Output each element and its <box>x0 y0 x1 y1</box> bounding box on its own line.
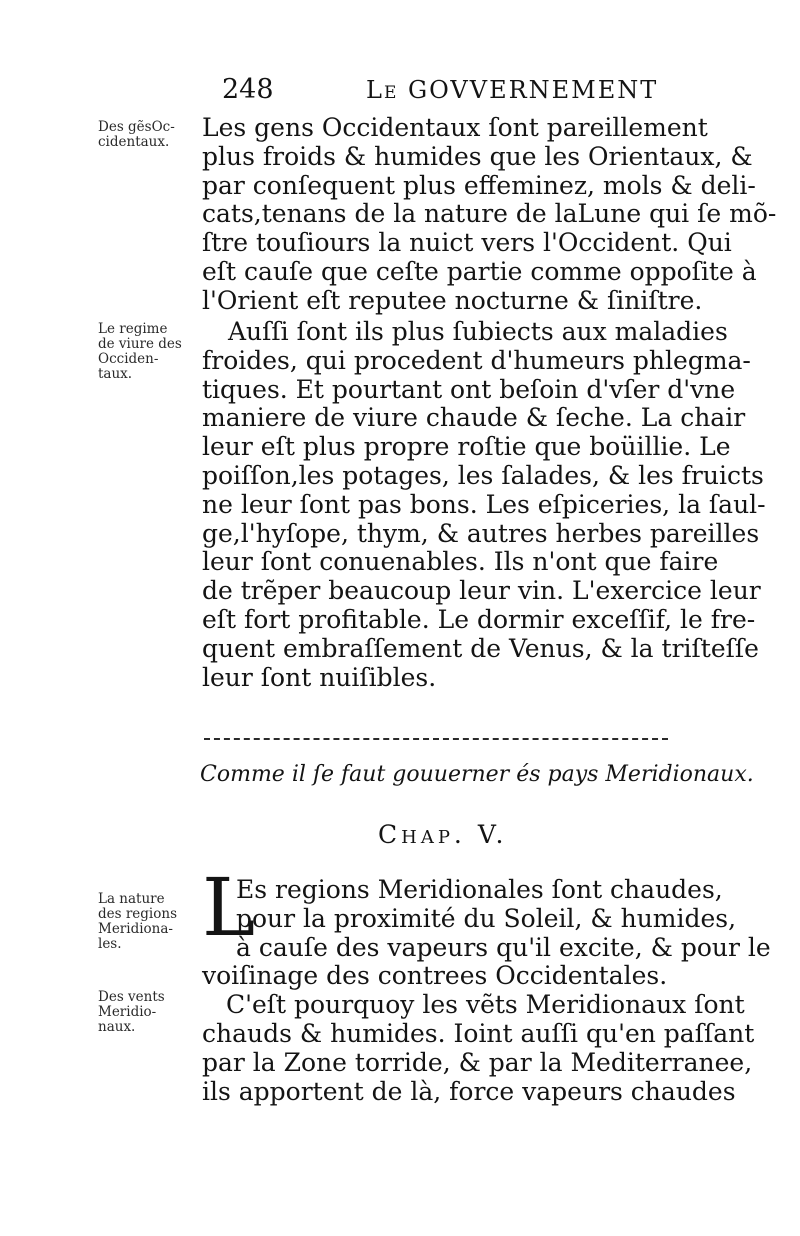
margin-note-nature-regions <box>98 892 206 952</box>
text-line: Auſſi ſont ils plus ſubiects aux maladies <box>228 317 728 346</box>
text-line: pour la proximité du Soleil, & humides, <box>236 903 737 933</box>
section-heading: Comme il ſe faut gouuerner és pays Meridionaux. <box>200 762 754 787</box>
text-line: ſtre touſiours la nuict vers l'Occident. Qui <box>202 228 732 258</box>
margin-note-line: Le regime <box>98 321 168 337</box>
text-line: Es regions Meridionales ſont chaudes, <box>236 875 723 904</box>
margin-note-line: de viure des <box>98 336 182 352</box>
text-line: l'Orient eſt reputee nocturne & ſiniſtre. <box>202 285 703 315</box>
text-line: leur ſont nuiſibles. <box>202 662 437 692</box>
text-line: voiſinage des contrees Occidentales. <box>202 961 668 991</box>
text-line: Les gens Occidentaux ſont pareillement <box>202 113 708 142</box>
margin-note-line: naux. <box>98 1019 136 1035</box>
margin-note-vents <box>98 990 206 1035</box>
text-line: par conſequent plus effeminez, mols & deli- <box>202 170 756 200</box>
margin-note-line: Des gẽsOc- <box>98 119 175 135</box>
text-line: maniere de viure chaude & ſeche. La chair <box>202 403 746 433</box>
margin-note-line: taux. <box>98 366 133 382</box>
margin-note-regime <box>98 322 206 382</box>
text-line: quent embraſſement de Venus, & la triſteſſe <box>202 633 759 663</box>
text-line: cats,tenans de la nature de laLune qui ſe mõ- <box>202 199 777 229</box>
chapter-title: Chap. V. <box>378 820 508 849</box>
text-line: chauds & humides. Ioint auſſi qu'en paſſant <box>202 1018 755 1048</box>
text-line: leur eſt plus propre roſtie que boüillie. Le <box>202 432 731 462</box>
page-header <box>222 74 662 114</box>
margin-note-line: Des vents <box>98 989 165 1005</box>
text-line: eſt fort profitable. Le dormir exceſſif, le fre- <box>202 604 756 634</box>
margin-note-line: les. <box>98 936 122 952</box>
margin-note-line: Occiden- <box>98 351 159 367</box>
text-line: poiſſon,les potages, les ſalades, & les fruicts <box>202 460 764 490</box>
text-line: plus froids & humides que les Orientaux, & <box>202 141 753 171</box>
margin-note-line: Meridiona- <box>98 921 173 937</box>
text-line: ils apportent de là, force vapeurs chaudes <box>202 1076 736 1106</box>
margin-note-line: Meridio- <box>98 1004 157 1020</box>
margin-note-line: La nature <box>98 891 165 907</box>
text-line: de trẽper beaucoup leur vin. L'exercice leur <box>202 576 761 606</box>
page-number: 248 <box>222 74 274 105</box>
paragraph-occidentaux <box>202 113 777 316</box>
text-line: par la Zone torride, & par la Mediterranee, <box>202 1047 753 1077</box>
text-line: C'eſt pourquoy les vẽts Meridionaux ſont <box>226 990 745 1020</box>
ornamental-rule <box>204 738 668 740</box>
paragraph-regime <box>202 317 766 692</box>
text-line: ne leur ſont pas bons. Les eſpiceries, la ſaul- <box>202 489 766 519</box>
text-line: tiques. Et pourtant ont beſoin d'vſer d'vne <box>202 374 736 404</box>
text-line: froides, qui procedent d'humeurs phlegma- <box>202 345 751 375</box>
text-line: eſt cauſe que ceſte partie comme oppoſite à <box>202 256 757 286</box>
text-line: leur ſont conuenables. Ils n'ont que faire <box>202 547 719 577</box>
margin-note-occidentaux <box>98 120 206 150</box>
drop-cap: L <box>202 861 256 954</box>
text-line: ge,l'hyſope, thym, & autres herbes pareilles <box>202 518 760 548</box>
paragraph-meridionaux <box>202 875 771 1106</box>
margin-note-line: cidentaux. <box>98 134 170 150</box>
margin-note-line: des regions <box>98 906 178 922</box>
text-line: à cauſe des vapeurs qu'il excite, & pour le <box>236 932 771 962</box>
running-head: Le GOVVERNEMENT <box>366 76 659 104</box>
